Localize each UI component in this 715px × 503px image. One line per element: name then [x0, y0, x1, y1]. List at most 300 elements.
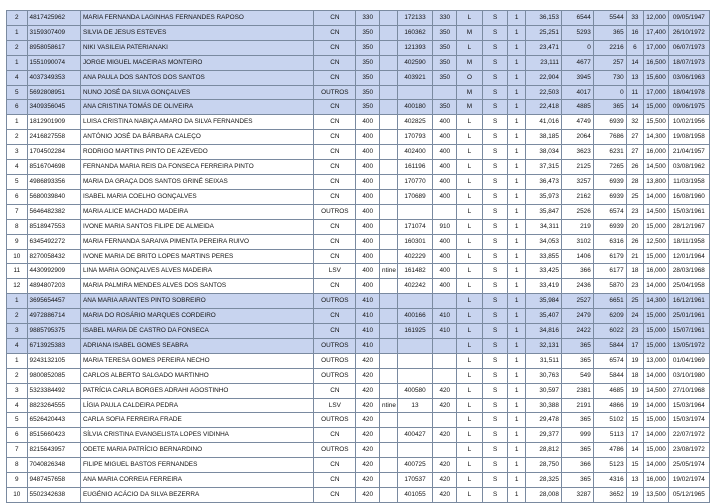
years-cell: 19 — [626, 398, 643, 413]
grade-cell: 17,000 — [644, 85, 669, 100]
id-cell: 8518947553 — [27, 219, 80, 234]
category-cell: L — [457, 130, 483, 145]
days-b-cell: 730 — [593, 70, 626, 85]
name-cell: ANA CRISTINA TOMÁS DE OLIVEIRA — [80, 100, 313, 115]
score-cell: 28,812 — [525, 443, 561, 458]
type-cell: CN — [314, 279, 356, 294]
score-cell: 34,311 — [525, 219, 561, 234]
grade-cell: 15,000 — [644, 413, 669, 428]
score-cell: 38,034 — [525, 145, 561, 160]
days-a-cell: 365 — [561, 338, 593, 353]
days-a-cell: 365 — [561, 413, 593, 428]
category-cell: M — [457, 100, 483, 115]
group-cell: 400 — [356, 189, 380, 204]
id-cell: 9800852085 — [27, 368, 80, 383]
note-cell — [380, 130, 397, 145]
score-cell: 35,973 — [525, 189, 561, 204]
birthdate-cell: 22/07/1972 — [668, 428, 709, 443]
flag-cell: S — [482, 413, 508, 428]
note-cell — [380, 428, 397, 443]
table-row — [7, 249, 710, 264]
one-cell: 1 — [508, 338, 525, 353]
days-b-cell: 4316 — [593, 473, 626, 488]
days-a-cell: 2125 — [561, 160, 593, 175]
one-cell: 1 — [508, 145, 525, 160]
days-a-cell: 2381 — [561, 383, 593, 398]
note-cell: ntine — [380, 264, 397, 279]
id-cell: 9885795375 — [27, 324, 80, 339]
years-cell: 24 — [626, 309, 643, 324]
one-cell: 1 — [508, 219, 525, 234]
one-cell: 1 — [508, 234, 525, 249]
group-cell: 400 — [356, 130, 380, 145]
birthdate-cell: 09/06/1975 — [668, 100, 709, 115]
code-group-cell: 420 — [433, 428, 457, 443]
table-row — [7, 338, 710, 353]
note-cell — [380, 204, 397, 219]
days-a-cell: 1406 — [561, 249, 593, 264]
one-cell: 1 — [508, 189, 525, 204]
type-cell: CN — [314, 174, 356, 189]
table-body — [7, 11, 710, 503]
name-cell: MARIA DA GRAÇA DOS SANTOS GRINÉ SEIXAS — [80, 174, 313, 189]
grade-cell: 17,000 — [644, 40, 669, 55]
group-cell: 350 — [356, 25, 380, 40]
table-row — [7, 40, 710, 55]
group-cell: 400 — [356, 145, 380, 160]
name-cell: ANTÓNIO JOSÉ DA BÁRBARA CALEÇO — [80, 130, 313, 145]
type-cell: CN — [314, 130, 356, 145]
code-group-cell: 400 — [433, 234, 457, 249]
days-b-cell: 6651 — [593, 294, 626, 309]
birthdate-cell: 13/05/1972 — [668, 338, 709, 353]
years-cell: 21 — [626, 249, 643, 264]
id-cell: 8515660423 — [27, 428, 80, 443]
days-b-cell: 6574 — [593, 204, 626, 219]
grade-cell: 15,600 — [644, 70, 669, 85]
type-cell: OUTROS — [314, 85, 356, 100]
note-cell — [380, 11, 397, 26]
code-cell: 171074 — [397, 219, 433, 234]
one-cell: 1 — [508, 413, 525, 428]
days-a-cell: 3287 — [561, 488, 593, 503]
table-row — [7, 70, 710, 85]
code-cell: 13 — [397, 398, 433, 413]
name-cell: MARIA ALICE MACHADO MADEIRA — [80, 204, 313, 219]
birthdate-cell: 10/02/1956 — [668, 115, 709, 130]
flag-cell: S — [482, 11, 508, 26]
type-cell: CN — [314, 234, 356, 249]
code-group-cell: 400 — [433, 145, 457, 160]
id-cell: 4894807203 — [27, 279, 80, 294]
days-b-cell: 6022 — [593, 324, 626, 339]
rank-cell: 3 — [7, 324, 28, 339]
days-b-cell: 6939 — [593, 174, 626, 189]
birthdate-cell: 25/01/1961 — [668, 309, 709, 324]
days-b-cell: 5123 — [593, 458, 626, 473]
score-cell: 22,503 — [525, 85, 561, 100]
years-cell: 14 — [626, 443, 643, 458]
name-cell: CARLA SOFIA FERREIRA FRADE — [80, 413, 313, 428]
id-cell: 8823264555 — [27, 398, 80, 413]
rank-cell: 1 — [7, 25, 28, 40]
days-b-cell: 6177 — [593, 264, 626, 279]
group-cell: 420 — [356, 383, 380, 398]
type-cell: CN — [314, 100, 356, 115]
group-cell: 420 — [356, 413, 380, 428]
birthdate-cell: 27/10/1968 — [668, 383, 709, 398]
category-cell: L — [457, 353, 483, 368]
grade-cell: 14,000 — [644, 368, 669, 383]
name-cell: MARIA FERNANDA SARAIVA PIMENTA PEREIRA RUIVO — [80, 234, 313, 249]
grade-cell: 15,000 — [644, 219, 669, 234]
one-cell: 1 — [508, 85, 525, 100]
score-cell: 33,425 — [525, 264, 561, 279]
days-b-cell: 6939 — [593, 219, 626, 234]
rank-cell: 3 — [7, 145, 28, 160]
group-cell: 400 — [356, 160, 380, 175]
name-cell: MARIA FERNANDA LAGINHAS FERNANDES RAPOSO — [80, 11, 313, 26]
type-cell: CN — [314, 11, 356, 26]
name-cell: ADRIANA ISABEL GOMES SEABRA — [80, 338, 313, 353]
table-row — [7, 55, 710, 70]
score-cell: 22,418 — [525, 100, 561, 115]
rank-cell: 10 — [7, 249, 28, 264]
category-cell: L — [457, 398, 483, 413]
years-cell: 14 — [626, 100, 643, 115]
id-cell: 6713925383 — [27, 338, 80, 353]
name-cell: ISABEL MARIA DE CASTRO DA FONSECA — [80, 324, 313, 339]
code-group-cell: 350 — [433, 70, 457, 85]
table-row — [7, 413, 710, 428]
name-cell: MARIA DO ROSÁRIO MARQUES CORDEIRO — [80, 309, 313, 324]
name-cell: ANA MARIA ARANTES PINTO SOBREIRO — [80, 294, 313, 309]
type-cell: CN — [314, 324, 356, 339]
years-cell: 19 — [626, 383, 643, 398]
score-cell: 36,153 — [525, 11, 561, 26]
category-cell: L — [457, 309, 483, 324]
type-cell: OUTROS — [314, 443, 356, 458]
years-cell: 17 — [626, 428, 643, 443]
name-cell: PATRÍCIA CARLA BORGES ADRAHI AGOSTINHO — [80, 383, 313, 398]
years-cell: 19 — [626, 353, 643, 368]
category-cell: L — [457, 249, 483, 264]
code-group-cell: 350 — [433, 40, 457, 55]
id-cell: 4817425962 — [27, 11, 80, 26]
one-cell: 1 — [508, 264, 525, 279]
code-cell — [397, 353, 433, 368]
one-cell: 1 — [508, 458, 525, 473]
category-cell: L — [457, 115, 483, 130]
one-cell: 1 — [508, 368, 525, 383]
category-cell: L — [457, 428, 483, 443]
group-cell: 400 — [356, 204, 380, 219]
days-b-cell: 6574 — [593, 353, 626, 368]
score-cell: 22,904 — [525, 70, 561, 85]
birthdate-cell: 23/08/1972 — [668, 443, 709, 458]
years-cell: 27 — [626, 145, 643, 160]
one-cell: 1 — [508, 383, 525, 398]
code-cell — [397, 204, 433, 219]
grade-cell: 15,000 — [644, 443, 669, 458]
table-row — [7, 279, 710, 294]
note-cell — [380, 488, 397, 503]
code-group-cell: 350 — [433, 55, 457, 70]
category-cell: M — [457, 85, 483, 100]
grade-cell: 15,000 — [644, 100, 669, 115]
id-cell: 8270058432 — [27, 249, 80, 264]
table-row — [7, 130, 710, 145]
days-b-cell: 365 — [593, 100, 626, 115]
birthdate-cell: 18/07/1973 — [668, 55, 709, 70]
id-cell: 4986893356 — [27, 174, 80, 189]
rank-cell: 4 — [7, 160, 28, 175]
code-group-cell: 420 — [433, 473, 457, 488]
years-cell: 16 — [626, 25, 643, 40]
days-b-cell: 5102 — [593, 413, 626, 428]
years-cell: 15 — [626, 413, 643, 428]
note-cell — [380, 219, 397, 234]
note-cell — [380, 413, 397, 428]
group-cell: 420 — [356, 368, 380, 383]
days-b-cell: 257 — [593, 55, 626, 70]
score-cell: 34,816 — [525, 324, 561, 339]
code-group-cell — [433, 368, 457, 383]
group-cell: 350 — [356, 70, 380, 85]
code-group-cell — [433, 443, 457, 458]
name-cell: NUNO JOSÉ DA SILVA GONÇALVES — [80, 85, 313, 100]
birthdate-cell: 03/08/1962 — [668, 160, 709, 175]
years-cell: 23 — [626, 279, 643, 294]
category-cell: L — [457, 234, 483, 249]
code-group-cell: 400 — [433, 160, 457, 175]
code-cell: 160362 — [397, 25, 433, 40]
grade-cell: 13,500 — [644, 488, 669, 503]
flag-cell: S — [482, 264, 508, 279]
table-row — [7, 204, 710, 219]
id-cell: 8958058617 — [27, 40, 80, 55]
type-cell: OUTROS — [314, 294, 356, 309]
note-cell — [380, 70, 397, 85]
note-cell — [380, 309, 397, 324]
note-cell — [380, 353, 397, 368]
rank-cell: 7 — [7, 443, 28, 458]
table-row — [7, 458, 710, 473]
birthdate-cell: 28/03/1968 — [668, 264, 709, 279]
one-cell: 1 — [508, 160, 525, 175]
birthdate-cell: 15/03/1961 — [668, 204, 709, 219]
days-a-cell: 0 — [561, 40, 593, 55]
flag-cell: S — [482, 473, 508, 488]
id-cell: 6526420443 — [27, 413, 80, 428]
flag-cell: S — [482, 100, 508, 115]
note-cell — [380, 279, 397, 294]
days-a-cell: 999 — [561, 428, 593, 443]
days-a-cell: 3257 — [561, 174, 593, 189]
flag-cell: S — [482, 115, 508, 130]
category-cell: L — [457, 383, 483, 398]
table-row — [7, 11, 710, 26]
birthdate-cell: 16/12/1961 — [668, 294, 709, 309]
rank-cell: 1 — [7, 294, 28, 309]
code-group-cell: 400 — [433, 264, 457, 279]
days-b-cell: 7686 — [593, 130, 626, 145]
one-cell: 1 — [508, 174, 525, 189]
years-cell: 23 — [626, 204, 643, 219]
type-cell: CN — [314, 55, 356, 70]
category-cell: O — [457, 70, 483, 85]
score-cell: 33,419 — [525, 279, 561, 294]
score-cell: 35,847 — [525, 204, 561, 219]
group-cell: 410 — [356, 324, 380, 339]
name-cell: FILIPE MIGUEL BASTOS FERNANDES — [80, 458, 313, 473]
rank-cell: 2 — [7, 11, 28, 26]
name-cell: LINA MARIA GONÇALVES ALVES MADEIRA — [80, 264, 313, 279]
days-a-cell: 2526 — [561, 204, 593, 219]
flag-cell: S — [482, 488, 508, 503]
rank-cell: 5 — [7, 85, 28, 100]
days-a-cell: 2527 — [561, 294, 593, 309]
one-cell: 1 — [508, 11, 525, 26]
one-cell: 1 — [508, 443, 525, 458]
flag-cell: S — [482, 25, 508, 40]
type-cell: CN — [314, 70, 356, 85]
rank-cell: 2 — [7, 40, 28, 55]
name-cell: SÍLVIA CRISTINA EVANGELISTA LOPES VIDINHA — [80, 428, 313, 443]
days-b-cell: 6939 — [593, 189, 626, 204]
flag-cell: S — [482, 189, 508, 204]
days-a-cell: 5293 — [561, 25, 593, 40]
days-a-cell: 2162 — [561, 189, 593, 204]
days-a-cell: 2191 — [561, 398, 593, 413]
flag-cell: S — [482, 294, 508, 309]
birthdate-cell: 09/05/1947 — [668, 11, 709, 26]
rank-cell: 1 — [7, 115, 28, 130]
years-cell: 23 — [626, 324, 643, 339]
score-cell: 36,473 — [525, 174, 561, 189]
score-cell: 37,315 — [525, 160, 561, 175]
years-cell: 6 — [626, 40, 643, 55]
table-row — [7, 443, 710, 458]
candidate-table — [6, 10, 710, 503]
rank-cell: 4 — [7, 338, 28, 353]
one-cell: 1 — [508, 428, 525, 443]
birthdate-cell: 03/06/1963 — [668, 70, 709, 85]
code-cell: 400166 — [397, 309, 433, 324]
score-cell: 28,008 — [525, 488, 561, 503]
one-cell: 1 — [508, 25, 525, 40]
table-row — [7, 324, 710, 339]
code-cell — [397, 413, 433, 428]
code-group-cell: 420 — [433, 458, 457, 473]
code-cell: 170770 — [397, 174, 433, 189]
type-cell: CN — [314, 25, 356, 40]
one-cell: 1 — [508, 279, 525, 294]
grade-cell: 13,000 — [644, 353, 669, 368]
rank-cell: 1 — [7, 55, 28, 70]
rank-cell: 10 — [7, 488, 28, 503]
days-a-cell: 365 — [561, 473, 593, 488]
flag-cell: S — [482, 40, 508, 55]
name-cell: LÍGIA PAULA CALDEIRA PEDRA — [80, 398, 313, 413]
table-row — [7, 428, 710, 443]
note-cell — [380, 55, 397, 70]
days-a-cell: 3623 — [561, 145, 593, 160]
name-cell: CARLOS ALBERTO SALGADO MARTINHO — [80, 368, 313, 383]
one-cell: 1 — [508, 294, 525, 309]
code-group-cell — [433, 413, 457, 428]
id-cell: 9487457658 — [27, 473, 80, 488]
days-b-cell: 6316 — [593, 234, 626, 249]
birthdate-cell: 19/08/1958 — [668, 130, 709, 145]
days-a-cell: 219 — [561, 219, 593, 234]
category-cell: L — [457, 294, 483, 309]
days-b-cell: 4866 — [593, 398, 626, 413]
one-cell: 1 — [508, 100, 525, 115]
id-cell: 8215643957 — [27, 443, 80, 458]
code-cell: 402825 — [397, 115, 433, 130]
score-cell: 38,185 — [525, 130, 561, 145]
flag-cell: S — [482, 428, 508, 443]
days-b-cell: 6179 — [593, 249, 626, 264]
grade-cell: 15,000 — [644, 338, 669, 353]
rank-cell: 7 — [7, 204, 28, 219]
grade-cell: 16,000 — [644, 473, 669, 488]
grade-cell: 13,800 — [644, 174, 669, 189]
category-cell: L — [457, 458, 483, 473]
code-group-cell — [433, 204, 457, 219]
flag-cell: S — [482, 353, 508, 368]
rank-cell: 9 — [7, 234, 28, 249]
name-cell: ANA MARIA CORREIA FERREIRA — [80, 473, 313, 488]
id-cell: 1812901909 — [27, 115, 80, 130]
note-cell — [380, 174, 397, 189]
days-a-cell: 4885 — [561, 100, 593, 115]
category-cell: L — [457, 368, 483, 383]
id-cell: 1704502284 — [27, 145, 80, 160]
id-cell: 3159307409 — [27, 25, 80, 40]
note-cell — [380, 40, 397, 55]
flag-cell: S — [482, 279, 508, 294]
years-cell: 13 — [626, 473, 643, 488]
code-group-cell: 910 — [433, 219, 457, 234]
flag-cell: S — [482, 160, 508, 175]
years-cell: 20 — [626, 219, 643, 234]
code-group-cell: 420 — [433, 488, 457, 503]
table-row — [7, 353, 710, 368]
name-cell: ODETE MARIA PATRÍCIO BERNARDINO — [80, 443, 313, 458]
score-cell: 25,251 — [525, 25, 561, 40]
birthdate-cell: 03/10/1980 — [668, 368, 709, 383]
id-cell: 8516704698 — [27, 160, 80, 175]
birthdate-cell: 19/02/1974 — [668, 473, 709, 488]
note-cell — [380, 100, 397, 115]
id-cell: 3409356045 — [27, 100, 80, 115]
category-cell: L — [457, 11, 483, 26]
flag-cell: S — [482, 130, 508, 145]
table-row — [7, 160, 710, 175]
years-cell: 14 — [626, 55, 643, 70]
group-cell: 400 — [356, 219, 380, 234]
code-cell: 400180 — [397, 100, 433, 115]
one-cell: 1 — [508, 55, 525, 70]
grade-cell: 16,000 — [644, 145, 669, 160]
days-b-cell: 5844 — [593, 338, 626, 353]
note-cell — [380, 249, 397, 264]
name-cell: NIKI VASILEIA PATERIANAKI — [80, 40, 313, 55]
birthdate-cell: 15/03/1964 — [668, 398, 709, 413]
birthdate-cell: 16/08/1960 — [668, 189, 709, 204]
